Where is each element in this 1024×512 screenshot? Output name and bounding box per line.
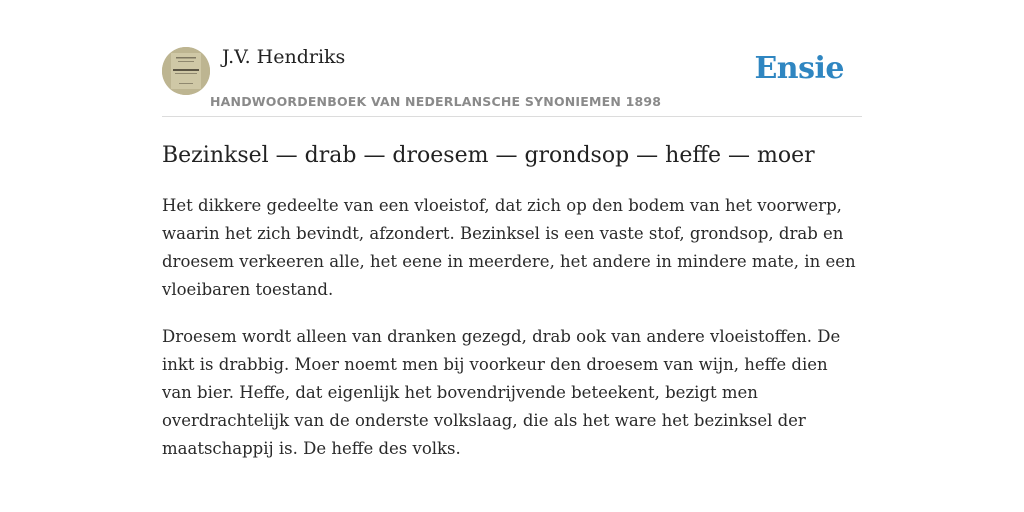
entry-paragraph-1: Het dikkere gedeelte van een vloeistof, dat zich op den bodem van het voorwerp, waarin het zich bevindt, afzondert. Bezinksel is een vaste stof, grondsop, drab en droesem verkeeren alle, het eene in meerdere, het andere in mindere mate, in een vloeibaren toestand. [162,196,856,299]
entry-paragraph-2: Droesem wordt alleen van dranken gezegd, drab ook van andere vloeistoffen. De inkt is drabbig. Moer noemt men bij voorkeur den droesem van wijn, heffe dien van bier. Heffe, dat eigenlijk het bovendrijvende beteekent, bezigt men overdrachtelijk van de onderste volkslaag, die als het ware het bezinksel der maatschappij is. De heffe des volks. [162,327,841,458]
entry-card [162,44,862,463]
ensie-logo-link[interactable]: Ensie [754,51,844,86]
book-cover-icon [162,47,210,95]
entry-header [162,44,862,117]
source-title[interactable]: HANDWOORDENBOEK VAN NEDERLANSCHE SYNONIEMEN 1898 [210,94,662,109]
entry-title: Bezinksel — drab — droesem — grondsop — heffe — moer [162,143,815,168]
book-cover-avatar[interactable] [162,47,210,95]
author-name[interactable]: J.V. Hendriks [222,46,346,68]
